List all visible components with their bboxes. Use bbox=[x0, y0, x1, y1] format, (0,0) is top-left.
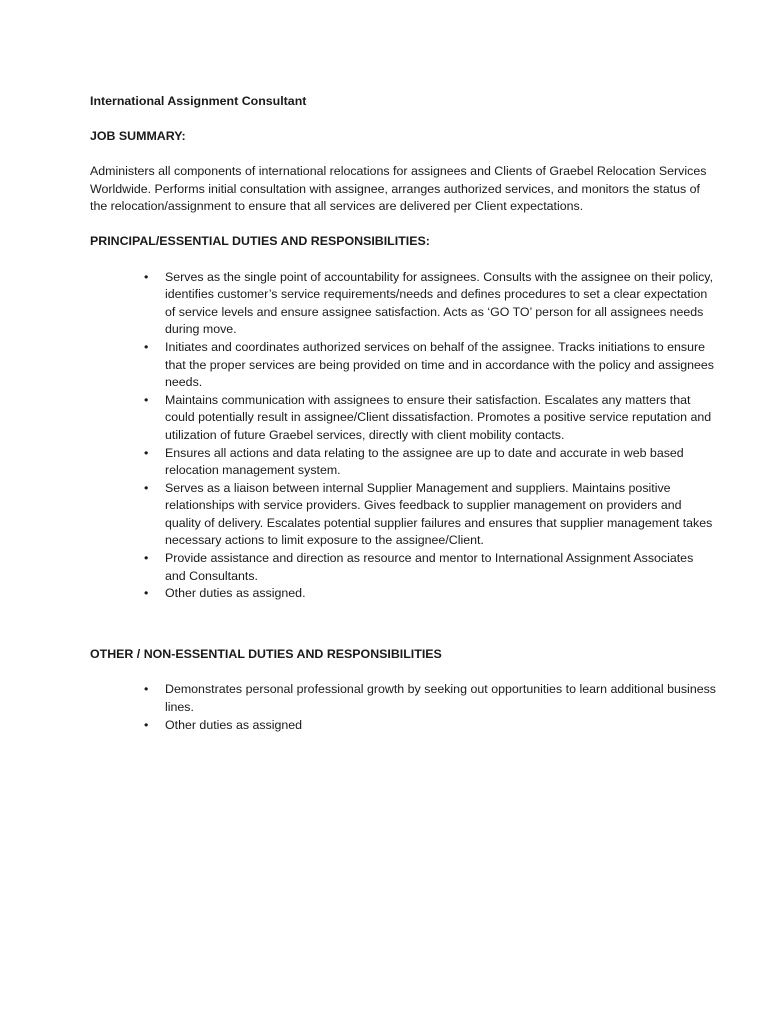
duty-text: Serves as the single point of accountability for assignees. Consults with the assignee on their policy, identifies customer’s service requirements/needs and defines procedures to set a clear expectation of service levels and ensure assignee satisfaction. Acts as ‘GO TO’ person for all assignees needs during move. bbox=[165, 269, 714, 337]
other-duties-heading: OTHER / NON-ESSENTIAL DUTIES AND RESPONSIBILITIES bbox=[90, 646, 442, 661]
duty-text: Demonstrates personal professional growth by seeking out opportunities to learn additional business lines. bbox=[165, 682, 716, 715]
duty-text: Provide assistance and direction as resource and mentor to International Assignment Associates and Consultants. bbox=[165, 551, 694, 583]
document-title: International Assignment Consultant bbox=[90, 94, 307, 108]
bullet-icon: • bbox=[144, 445, 149, 460]
list-item bbox=[144, 550, 716, 585]
duty-text: Other duties as assigned. bbox=[165, 586, 306, 601]
principal-duties-heading: PRINCIPAL/ESSENTIAL DUTIES AND RESPONSIBILITIES: bbox=[90, 233, 430, 248]
job-summary-heading: JOB SUMMARY: bbox=[90, 128, 186, 143]
duty-text: Ensures all actions and data relating to the assignee are up to date and accurate in web based relocation management system. bbox=[165, 445, 684, 478]
bullet-icon: • bbox=[144, 339, 149, 354]
list-item bbox=[144, 392, 716, 445]
bullet-icon: • bbox=[144, 586, 149, 601]
list-item bbox=[144, 269, 716, 339]
bullet-icon: • bbox=[144, 551, 149, 566]
list-item bbox=[144, 339, 716, 392]
bullet-icon: • bbox=[144, 717, 149, 732]
duty-text: Other duties as assigned bbox=[165, 717, 303, 732]
list-item bbox=[144, 480, 716, 550]
list-item bbox=[144, 717, 716, 735]
bullet-icon: • bbox=[144, 682, 149, 697]
list-item bbox=[144, 681, 716, 716]
job-summary-text: Administers all components of international relocations for assignees and Clients of Graebel Relocation Services Worldwide. Performs initial consultation with assignee, arranges authorized services, and monitors the status of the relocation/assignment to ensure that all services are delivered per Client expectations. bbox=[90, 164, 707, 214]
list-item bbox=[144, 585, 716, 603]
bullet-icon: • bbox=[144, 269, 149, 284]
duty-text: Maintains communication with assignees to ensure their satisfaction. Escalates any matters that could potentially result in assignee/Client dissatisfaction. Promotes a positive service reputation and utilization of future Graebel services, directly with client mobility contacts. bbox=[165, 392, 712, 442]
other-duties-list bbox=[90, 681, 716, 734]
duty-text: Initiates and coordinates authorized services on behalf of the assignee. Tracks initiations to ensure that the proper services are being provided on time and in accordance with the policy and assignees needs. bbox=[165, 339, 714, 390]
list-item bbox=[144, 445, 716, 480]
principal-duties-list bbox=[90, 269, 716, 603]
duty-text: Serves as a liaison between internal Supplier Management and suppliers. Maintains positive relationships with service providers. Gives feedback to supplier management on providers and quality of delivery. Escalates potential supplier failures and ensures that supplier management takes necessary actions to limit exposure to the assignee/Client. bbox=[165, 480, 713, 548]
bullet-icon: • bbox=[144, 392, 149, 407]
bullet-icon: • bbox=[144, 480, 149, 495]
